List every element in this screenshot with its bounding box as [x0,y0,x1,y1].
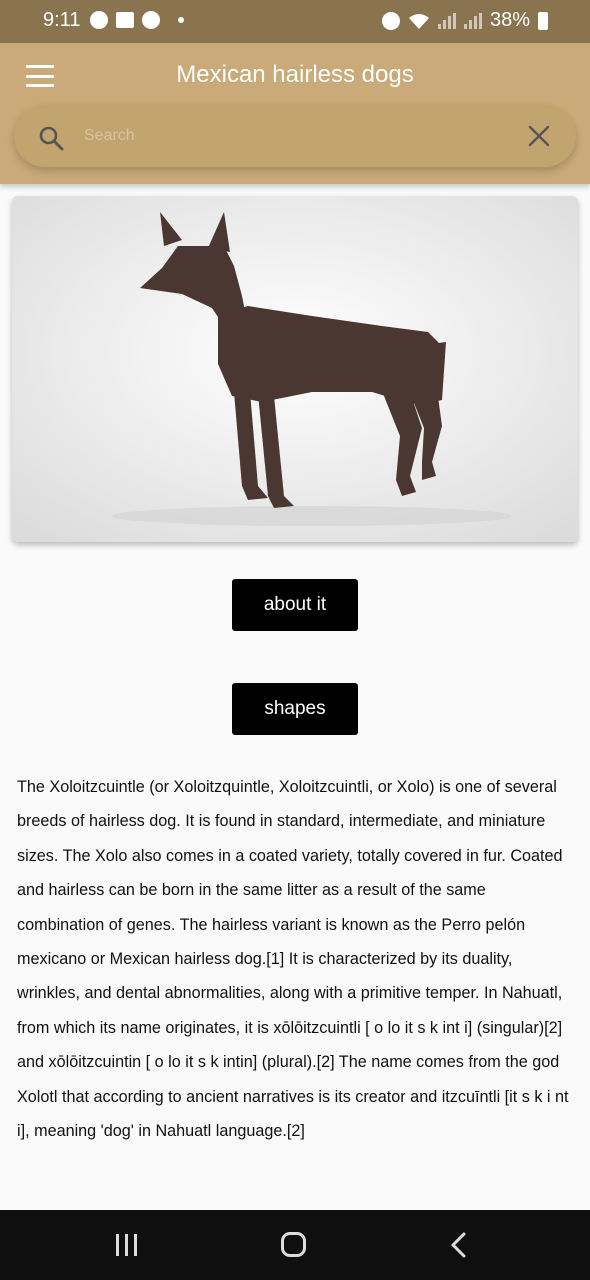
dog-image-card [12,196,578,542]
signal-icon [438,13,456,29]
status-time: 9:11 [43,9,81,31]
search-bar[interactable] [14,105,576,167]
status-bar [0,0,590,43]
more-notifications-icon [178,17,184,23]
system-icons [382,9,548,32]
home-icon[interactable] [281,1232,306,1257]
wifi-icon [408,13,430,29]
dog-photo [12,196,578,542]
shapes-button[interactable]: shapes [232,683,358,735]
back-icon[interactable] [448,1232,470,1258]
close-icon[interactable] [528,125,550,147]
recents-icon[interactable] [116,1234,137,1256]
gallery-icon [116,12,134,28]
notification-icons [90,11,184,29]
battery-icon [538,12,548,30]
messenger-icon [142,11,160,29]
messenger-icon [90,11,108,29]
search-input[interactable] [84,121,504,151]
signal-icon [464,13,482,29]
app-bar [0,43,590,184]
battery-percent: 38% [489,9,530,31]
about-it-button[interactable]: about it [232,579,358,631]
system-nav-bar [0,1210,590,1280]
alarm-icon [382,12,400,30]
page-title: Mexican hairless dogs [176,61,414,88]
breed-description: The Xoloitzcuintle (or Xoloitzquintle, Xoloitzcuintli, or Xolo) is one of several breeds of hairless dog. It is found in standard, intermediate, and miniature sizes. The Xolo also comes in a coated variety, totally covered in fur. Coated and hairless can be born in the same litter as a result of the same combination of genes. The hairless variant is known as the Perro pelón mexicano or Mexican hairless dog.[1] It is characterized by its duality, wrinkles, and dental abnormalities, along with a primitive temper. In Nahuatl, from which its name originates, it is xōlōitzcuintli [ o lo it s k int i] (singular)[2] and xōlōitzcuintin [ o lo it s k intin] (plural).[2] The name comes from the god Xolotl that according to ancient narratives is its creator and itzcuīntli [it s k i nt i], meaning 'dog' in Nahuatl language.[2] [17,778,569,1141]
search-icon [38,125,64,151]
